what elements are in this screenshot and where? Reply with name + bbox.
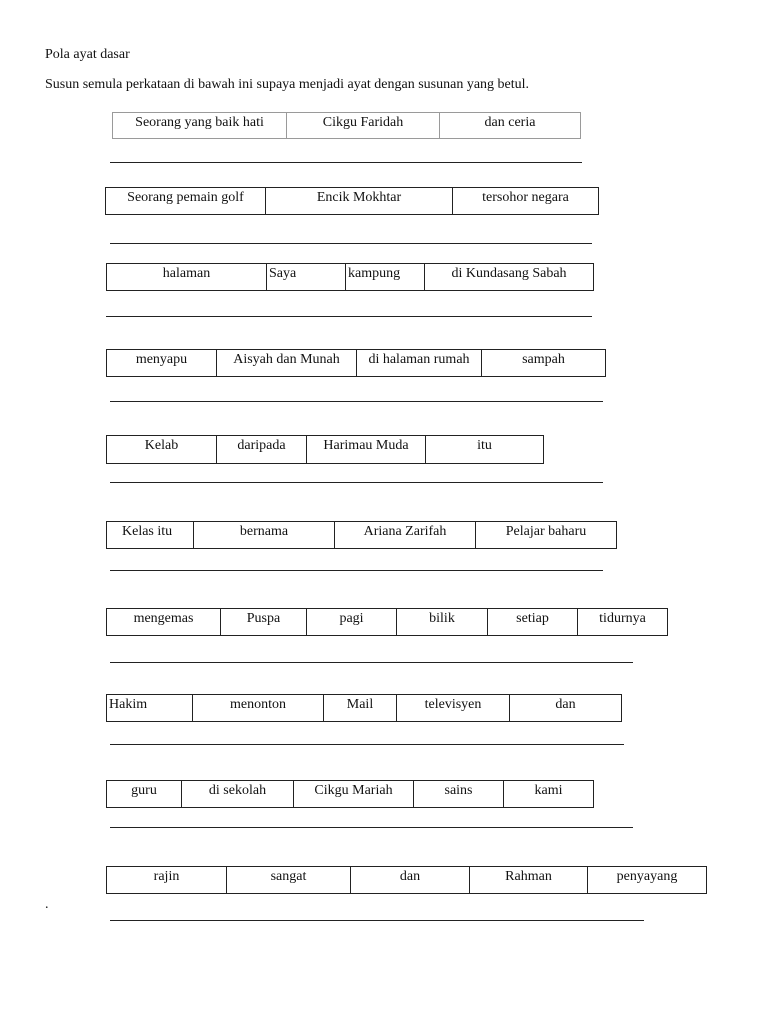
- word-row-8: [106, 694, 622, 722]
- word-box: tidurnya: [578, 608, 668, 636]
- word-box: penyayang: [588, 866, 707, 894]
- word-box: Ariana Zarifah: [335, 521, 476, 549]
- word-box: Cikgu Mariah: [294, 780, 414, 808]
- answer-line-4[interactable]: [110, 401, 603, 402]
- word-box: Rahman: [470, 866, 588, 894]
- word-box: di sekolah: [182, 780, 294, 808]
- word-box: sampah: [482, 349, 606, 377]
- word-box: Harimau Muda: [307, 435, 426, 464]
- answer-line-6[interactable]: [110, 570, 603, 571]
- answer-line-9[interactable]: [110, 827, 633, 828]
- word-row-1: [112, 112, 581, 139]
- word-row-6: [106, 521, 617, 549]
- word-box: Puspa: [221, 608, 307, 636]
- word-box: kampung: [346, 263, 425, 291]
- word-box: daripada: [217, 435, 307, 464]
- word-box: setiap: [488, 608, 578, 636]
- instruction-text: Susun semula perkataan di bawah ini supaya menjadi ayat dengan susunan yang betul.: [45, 77, 530, 92]
- word-row-2: [105, 187, 599, 215]
- word-row-3: [106, 263, 594, 291]
- word-box: Saya: [267, 263, 346, 291]
- word-box: Seorang pemain golf: [106, 187, 266, 215]
- stray-dot: .: [45, 897, 49, 912]
- word-row-10: [106, 866, 707, 894]
- answer-line-5[interactable]: [110, 482, 603, 483]
- word-box: Kelab: [107, 435, 217, 464]
- word-box: rajin: [107, 866, 227, 894]
- page-title: Pola ayat dasar: [45, 47, 130, 62]
- answer-line-1[interactable]: [110, 162, 582, 163]
- word-box: di halaman rumah: [357, 349, 482, 377]
- answer-line-3[interactable]: [106, 316, 592, 317]
- word-row-7: [106, 608, 668, 636]
- word-box: guru: [107, 780, 182, 808]
- word-box: Pelajar baharu: [476, 521, 617, 549]
- word-box: Aisyah dan Munah: [217, 349, 357, 377]
- word-box: pagi: [307, 608, 397, 636]
- word-box: di Kundasang Sabah: [425, 263, 594, 291]
- word-box: dan: [351, 866, 470, 894]
- answer-line-7[interactable]: [110, 662, 633, 663]
- word-box: Seorang yang baik hati: [113, 112, 287, 139]
- word-box: televisyen: [397, 694, 510, 722]
- word-box: Encik Mokhtar: [266, 187, 453, 215]
- word-row-5: [106, 435, 544, 464]
- answer-line-10[interactable]: [110, 920, 644, 921]
- word-box: bilik: [397, 608, 488, 636]
- word-box: mengemas: [107, 608, 221, 636]
- word-box: Cikgu Faridah: [287, 112, 440, 139]
- word-box: tersohor negara: [453, 187, 599, 215]
- word-box: bernama: [194, 521, 335, 549]
- word-box: Mail: [324, 694, 397, 722]
- word-row-4: [106, 349, 606, 377]
- word-box: sangat: [227, 866, 351, 894]
- word-box: menonton: [193, 694, 324, 722]
- word-box: dan: [510, 694, 622, 722]
- answer-line-8[interactable]: [110, 744, 624, 745]
- word-box: sains: [414, 780, 504, 808]
- word-box: dan ceria: [440, 112, 581, 139]
- answer-line-2[interactable]: [110, 243, 592, 244]
- word-box: itu: [426, 435, 544, 464]
- word-box: Hakim: [107, 694, 193, 722]
- word-box: Kelas itu: [107, 521, 194, 549]
- word-box: kami: [504, 780, 594, 808]
- word-row-9: [106, 780, 594, 808]
- word-box: halaman: [107, 263, 267, 291]
- word-box: menyapu: [107, 349, 217, 377]
